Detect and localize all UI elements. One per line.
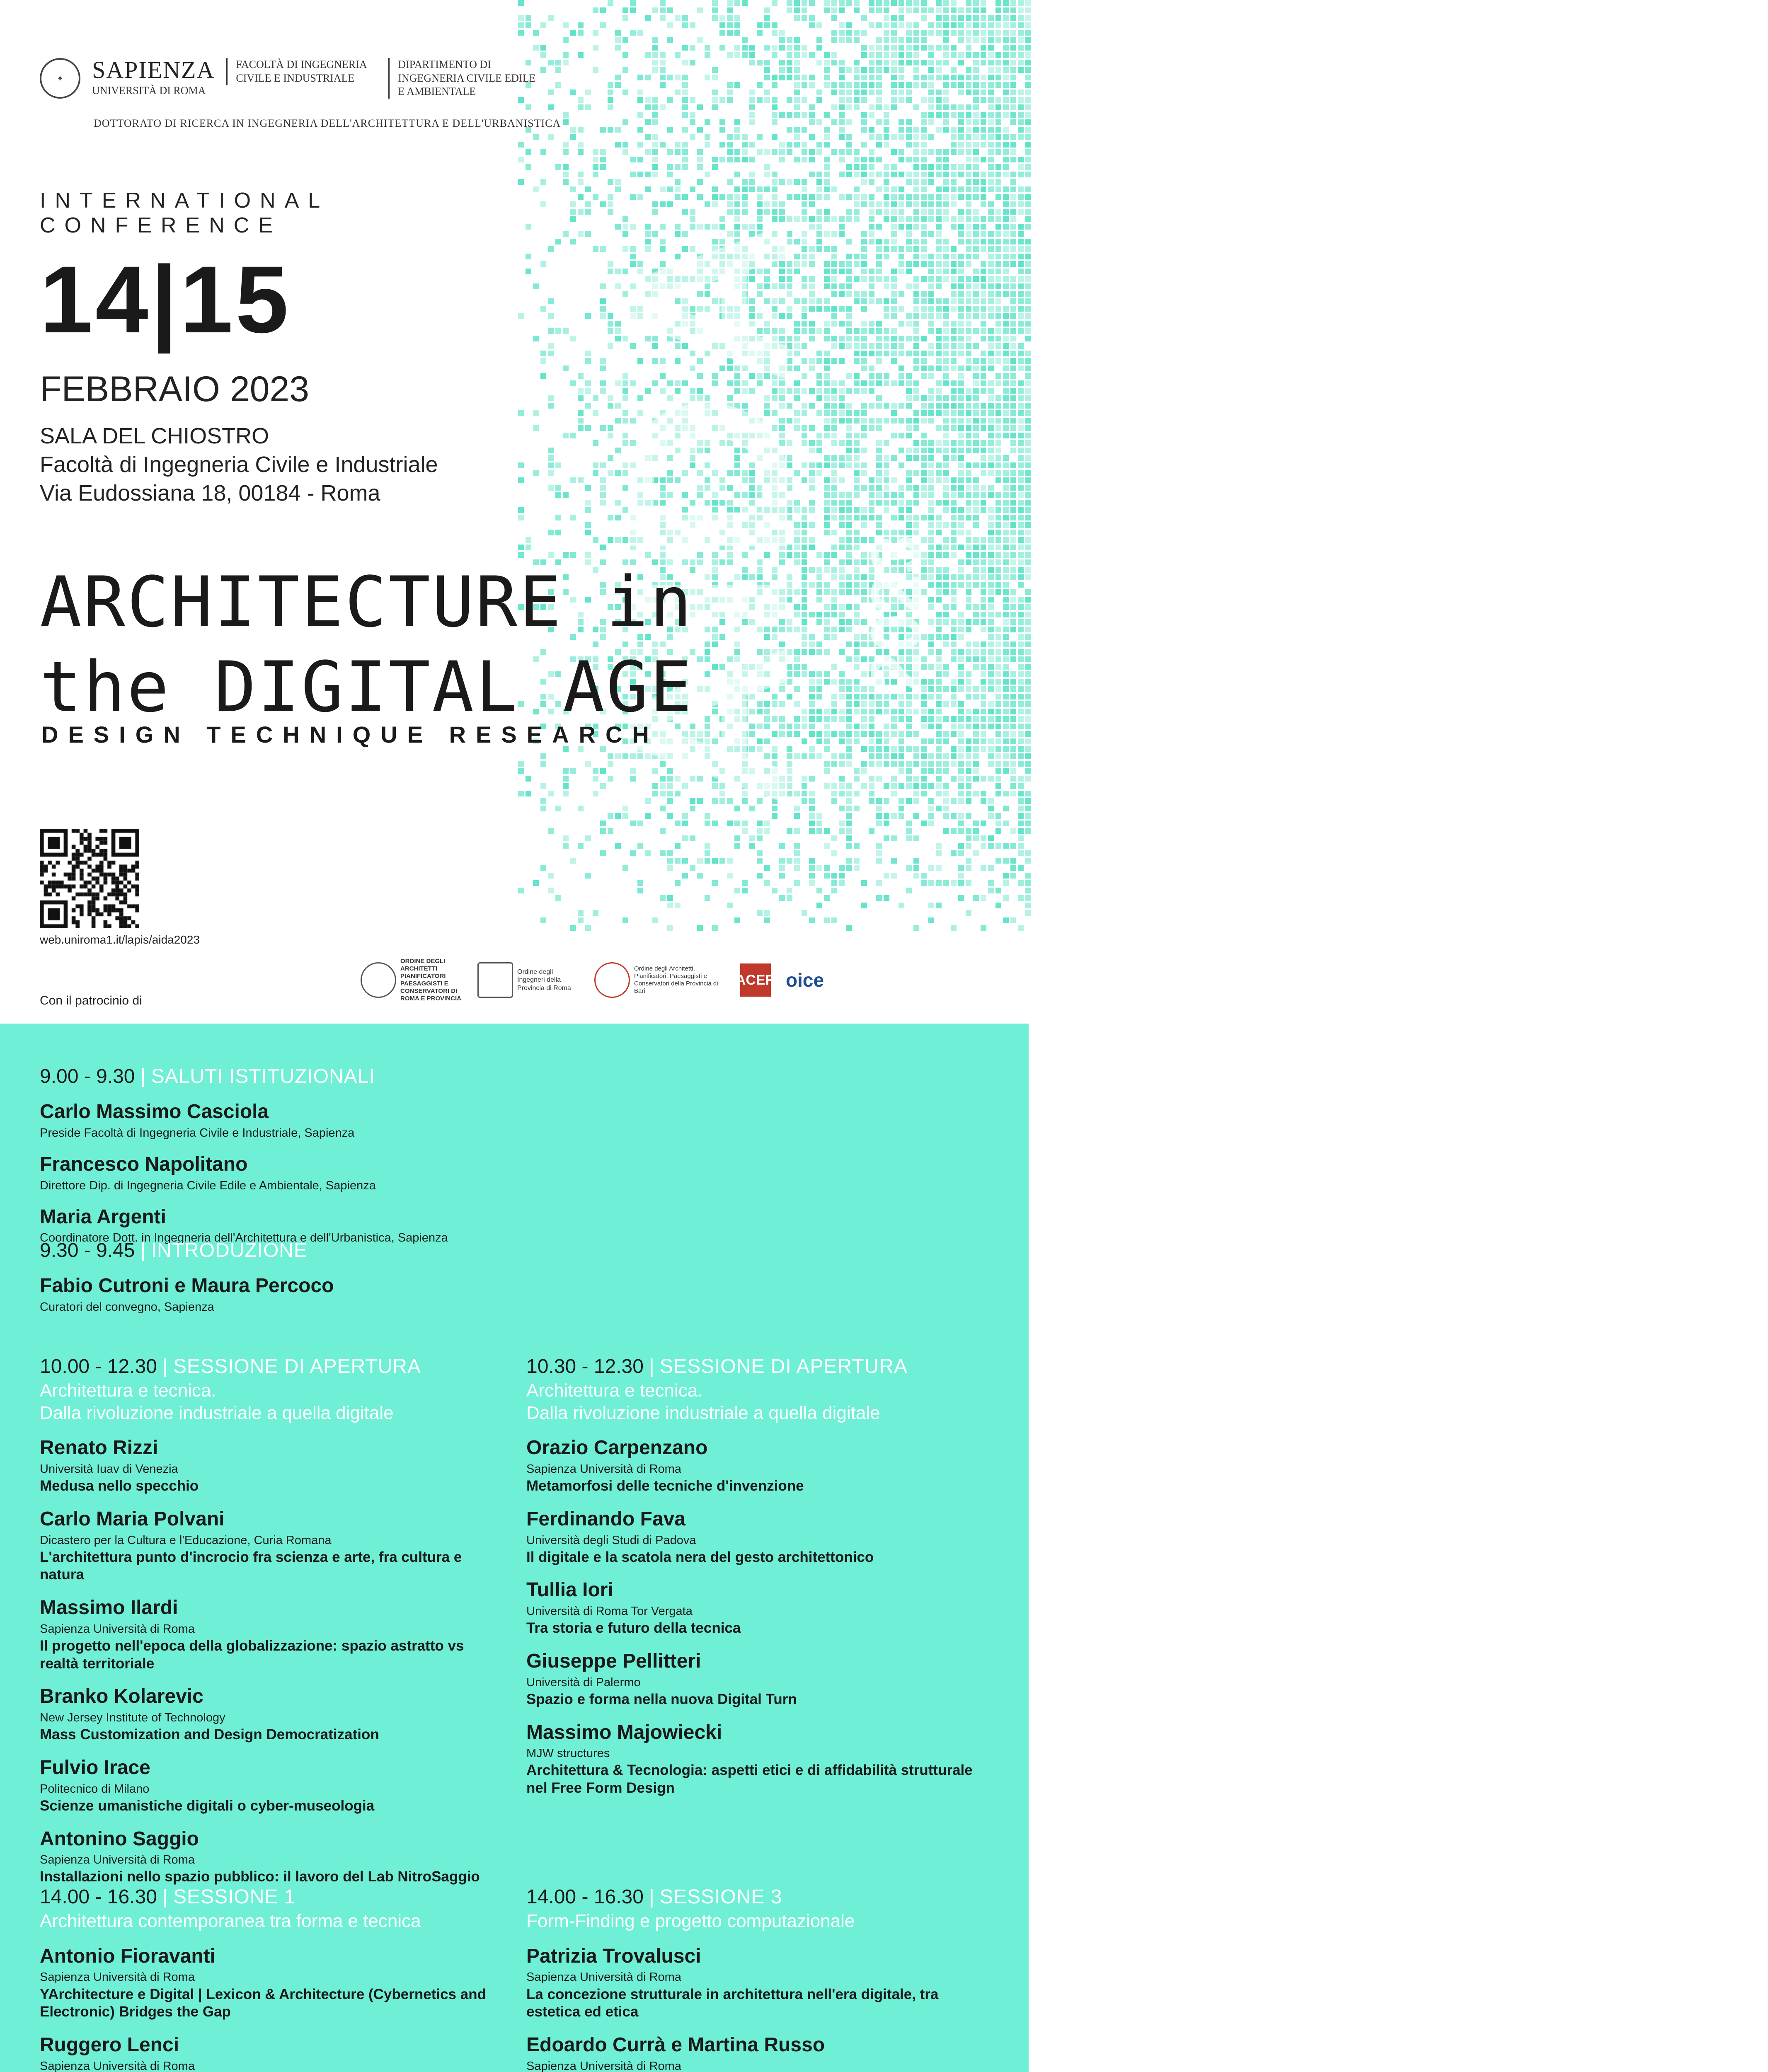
speaker-name: Carlo Maria Polvani bbox=[40, 1508, 225, 1530]
aida-vertical-logo bbox=[577, 75, 995, 945]
university-name: SAPIENZA bbox=[92, 56, 215, 83]
talk-item bbox=[526, 1721, 982, 1797]
session-introduzione bbox=[40, 1239, 496, 1314]
ordine-architetti-roma-logo bbox=[361, 958, 463, 1002]
session-apertura-14 bbox=[40, 1355, 496, 1886]
speaker-affiliation: Sapienza Università di Roma bbox=[40, 1970, 195, 1984]
talk-title: Architettura & Tecnologia: aspetti etici e di affidabilità strutturale nel Free Form Design bbox=[526, 1762, 973, 1796]
speaker-affiliation: Università degli Studi di Padova bbox=[526, 1533, 696, 1547]
conference-title-line2: the DIGITAL AGE bbox=[40, 646, 694, 728]
session-topic: Architettura e tecnica. bbox=[526, 1380, 703, 1401]
session-time: 10.30 - 12.30 bbox=[526, 1356, 644, 1377]
session-saluti bbox=[40, 1065, 496, 1246]
talk-item bbox=[40, 1828, 496, 1886]
talk-title: Il progetto nell'epoca della globalizzazione: spazio astratto vs realtà territoriale bbox=[40, 1638, 464, 1672]
speaker-name: Ferdinando Fava bbox=[526, 1508, 686, 1530]
talk-title: Tra storia e futuro della tecnica bbox=[526, 1620, 741, 1636]
talk-item bbox=[40, 1153, 496, 1193]
speaker-affiliation: Dicastero per la Cultura e l'Educazione, Curia Romana bbox=[40, 1533, 332, 1547]
speaker-name: Renato Rizzi bbox=[40, 1437, 158, 1459]
speaker-affiliation: Sapienza Università di Roma bbox=[40, 1853, 195, 1867]
speaker-name: Massimo Ilardi bbox=[40, 1597, 178, 1619]
session-header bbox=[40, 1239, 496, 1262]
speaker-affiliation: Preside Facoltà di Ingegneria Civile e Industriale, Sapienza bbox=[40, 1126, 355, 1140]
speaker-affiliation: Sapienza Università di Roma bbox=[40, 1622, 195, 1636]
talk-item bbox=[40, 2033, 496, 2072]
session-name: SESSIONE DI APERTURA bbox=[173, 1356, 421, 1377]
patron-logos bbox=[361, 958, 824, 1002]
ordine-architetti-roma-text: ORDINE DEGLI ARCHITETTI PIANIFICATORI PAESAGGISTI E CONSERVATORI DI ROMA E PROVINCIA bbox=[400, 958, 461, 1002]
university-block bbox=[92, 58, 215, 97]
speaker-name: Carlo Massimo Casciola bbox=[40, 1101, 269, 1123]
speaker-affiliation: Sapienza Università di Roma bbox=[526, 2059, 681, 2072]
session-3 bbox=[526, 1886, 982, 2072]
session-topic-line2: Dalla rivoluzione industriale a quella digitale bbox=[526, 1402, 880, 1423]
talk-item bbox=[526, 1650, 982, 1709]
oice-logo bbox=[786, 961, 824, 999]
speaker-affiliation: Sapienza Università di Roma bbox=[40, 2059, 195, 2072]
talk-title: La concezione strutturale in architettura nell'era digitale, tra estetica ed etica bbox=[526, 1986, 939, 2020]
department-name: DIPARTIMENTO DI INGEGNERIA CIVILE EDILE E AMBIENTALE bbox=[388, 58, 539, 99]
speaker-affiliation: New Jersey Institute of Technology bbox=[40, 1711, 225, 1725]
session-topic: Architettura contemporanea tra forma e tecnica bbox=[40, 1911, 421, 1931]
ordine-architetti-roma-mark-icon bbox=[361, 962, 396, 998]
program-section bbox=[0, 1024, 1029, 2072]
session-header bbox=[40, 1355, 496, 1378]
talk-title: YArchitecture e Digital | Lexicon & Architecture (Cybernetics and Electronic) Bridges the Gap bbox=[40, 1986, 486, 2020]
session-topic: Architettura e tecnica. bbox=[40, 1380, 216, 1401]
talk-title: Spazio e forma nella nuova Digital Turn bbox=[526, 1691, 797, 1707]
session-separator: | bbox=[643, 1886, 660, 1908]
session-header bbox=[526, 1886, 982, 1908]
speaker-affiliation: Università Iuav di Venezia bbox=[40, 1462, 178, 1476]
conference-dates: 14|15 bbox=[40, 246, 291, 353]
venue-hall: SALA DEL CHIOSTRO bbox=[40, 424, 269, 448]
talk-title: Installazioni nello spazio pubblico: il lavoro del Lab NitroSaggio bbox=[40, 1869, 480, 1885]
ordine-architetti-bari-text: Ordine degli Architetti, Pianificatori, Paesaggisti e Conservatori della Provincia di Bari bbox=[634, 965, 718, 995]
talk-item bbox=[40, 1100, 496, 1140]
faculty-name: FACOLTÀ DI INGEGNERIA CIVILE E INDUSTRIALE bbox=[226, 58, 377, 85]
ordine-architetti-bari-mark-icon bbox=[594, 962, 630, 998]
speaker-name: Tullia Iori bbox=[526, 1579, 613, 1601]
aida-vertical-text: AIDA bbox=[577, 209, 837, 810]
speaker-affiliation: Coordinatore Dott. in Ingegneria dell'Architettura e dell'Urbanistica, Sapienza bbox=[40, 1231, 448, 1245]
session-time: 14.00 - 16.30 bbox=[526, 1886, 644, 1908]
speaker-affiliation: Università di Roma Tor Vergata bbox=[526, 1605, 693, 1618]
conference-label bbox=[40, 189, 329, 238]
session-separator: | bbox=[135, 1239, 151, 1261]
session-name: SALUTI ISTITUZIONALI bbox=[151, 1065, 375, 1087]
session-header bbox=[40, 1065, 496, 1088]
talk-item bbox=[40, 1685, 496, 1744]
patronage-label: Con il patrocinio di bbox=[40, 994, 142, 1007]
oice-mark-text: oice bbox=[786, 969, 824, 991]
speaker-name: Edoardo Currà e Martina Russo bbox=[526, 2033, 825, 2056]
session-time: 9.00 - 9.30 bbox=[40, 1065, 135, 1087]
session-name: SESSIONE 3 bbox=[660, 1886, 782, 1908]
ordine-ingegneri-roma-mark-icon bbox=[477, 962, 513, 998]
session-name: SESSIONE 1 bbox=[173, 1886, 296, 1908]
talk-title: L'architettura punto d'incrocio fra scienza e arte, fra cultura e natura bbox=[40, 1549, 462, 1583]
conference-subtitle: DESIGN TECHNIQUE RESEARCH bbox=[41, 721, 659, 748]
conference-url[interactable]: web.uniroma1.it/lapis/aida2023 bbox=[40, 933, 200, 946]
qr-code-icon[interactable] bbox=[40, 829, 139, 928]
institution-logos bbox=[40, 58, 539, 99]
speaker-affiliation: MJW structures bbox=[526, 1747, 610, 1760]
speaker-affiliation: Sapienza Università di Roma bbox=[526, 1462, 681, 1476]
speaker-name: Antonino Saggio bbox=[40, 1828, 199, 1850]
session-name: SESSIONE DI APERTURA bbox=[660, 1356, 908, 1377]
session-name: INTRODUZIONE bbox=[151, 1239, 308, 1261]
speaker-affiliation: Sapienza Università di Roma bbox=[526, 1970, 681, 1984]
speaker-name: Fulvio Irace bbox=[40, 1756, 150, 1779]
talk-item bbox=[526, 1945, 982, 2021]
aida-year-text: 2023 bbox=[857, 535, 935, 692]
speaker-name: Fabio Cutroni e Maura Percoco bbox=[40, 1275, 334, 1297]
doctorate-name: DOTTORATO DI RICERCA IN INGEGNERIA DELL'ARCHITETTURA E DELL'URBANISTICA bbox=[94, 117, 561, 129]
speaker-affiliation: Direttore Dip. di Ingegneria Civile Edile e Ambientale, Sapienza bbox=[40, 1179, 376, 1192]
speaker-name: Ruggero Lenci bbox=[40, 2033, 179, 2056]
speaker-name: Patrizia Trovalusci bbox=[526, 1945, 701, 1967]
ordine-ingegneri-roma-text: Ordine degli Ingegneri della Provincia di Roma bbox=[517, 968, 571, 992]
poster-header bbox=[0, 0, 1029, 1024]
talk-item bbox=[40, 1596, 496, 1673]
venue-block bbox=[40, 422, 438, 508]
session-separator: | bbox=[157, 1886, 174, 1908]
session-topic: Form-Finding e progetto computazionale bbox=[526, 1911, 855, 1931]
ordine-ingegneri-roma-logo bbox=[477, 961, 579, 999]
talk-item bbox=[526, 1436, 982, 1495]
speaker-affiliation: Politecnico di Milano bbox=[40, 1782, 150, 1796]
talk-item bbox=[40, 1508, 496, 1584]
talk-title: Il digitale e la scatola nera del gesto architettonico bbox=[526, 1549, 874, 1565]
session-apertura-15 bbox=[526, 1355, 982, 1797]
talk-item bbox=[40, 1274, 496, 1314]
session-header bbox=[40, 1886, 496, 1908]
conference-month: FEBBRAIO 2023 bbox=[40, 369, 310, 409]
session-separator: | bbox=[157, 1356, 174, 1377]
talk-item bbox=[40, 1436, 496, 1495]
talk-item bbox=[40, 1945, 496, 2021]
session-topic-line2: Dalla rivoluzione industriale a quella digitale bbox=[40, 1402, 394, 1423]
speaker-name: Giuseppe Pellitteri bbox=[526, 1650, 701, 1673]
speaker-name: Branko Kolarevic bbox=[40, 1685, 203, 1708]
session-separator: | bbox=[135, 1065, 151, 1087]
session-time: 14.00 - 16.30 bbox=[40, 1886, 157, 1908]
session-time: 10.00 - 12.30 bbox=[40, 1356, 157, 1377]
session-1 bbox=[40, 1886, 496, 2072]
talk-item bbox=[526, 1578, 982, 1637]
conference-label-line2: CONFERENCE bbox=[40, 213, 282, 237]
talk-title: Scienze umanistiche digitali o cyber-museologia bbox=[40, 1797, 375, 1814]
acer-logo bbox=[735, 961, 776, 999]
speaker-name: Maria Argenti bbox=[40, 1205, 166, 1228]
conference-title-line1: ARCHITECTURE in bbox=[40, 562, 694, 643]
speaker-name: Orazio Carpenzano bbox=[526, 1437, 708, 1459]
speaker-name: Antonio Fioravanti bbox=[40, 1945, 216, 1967]
session-time: 9.30 - 9.45 bbox=[40, 1239, 135, 1261]
venue-faculty: Facoltà di Ingegneria Civile e Industriale bbox=[40, 452, 438, 477]
speaker-name: Massimo Majowiecki bbox=[526, 1721, 722, 1743]
talk-item bbox=[526, 2033, 982, 2072]
conference-label-line1: INTERNATIONAL bbox=[40, 189, 329, 213]
talk-title: Medusa nello specchio bbox=[40, 1478, 199, 1494]
talk-title: Metamorfosi delle tecniche d'invenzione bbox=[526, 1478, 804, 1494]
speaker-affiliation: Università di Palermo bbox=[526, 1675, 641, 1689]
speaker-name: Francesco Napolitano bbox=[40, 1153, 248, 1175]
talk-item bbox=[40, 1756, 496, 1815]
session-header bbox=[526, 1355, 982, 1378]
acer-mark-icon: ACER bbox=[740, 963, 771, 997]
talk-title: Mass Customization and Design Democratization bbox=[40, 1726, 379, 1743]
university-subtitle: UNIVERSITÀ DI ROMA bbox=[92, 85, 206, 97]
session-separator: | bbox=[643, 1356, 660, 1377]
sapienza-seal-icon: ✦ bbox=[40, 58, 80, 99]
talk-item bbox=[526, 1508, 982, 1566]
ordine-architetti-bari-logo bbox=[594, 961, 725, 999]
venue-address: Via Eudossiana 18, 00184 - Roma bbox=[40, 481, 380, 506]
speaker-affiliation: Curatori del convegno, Sapienza bbox=[40, 1300, 214, 1314]
